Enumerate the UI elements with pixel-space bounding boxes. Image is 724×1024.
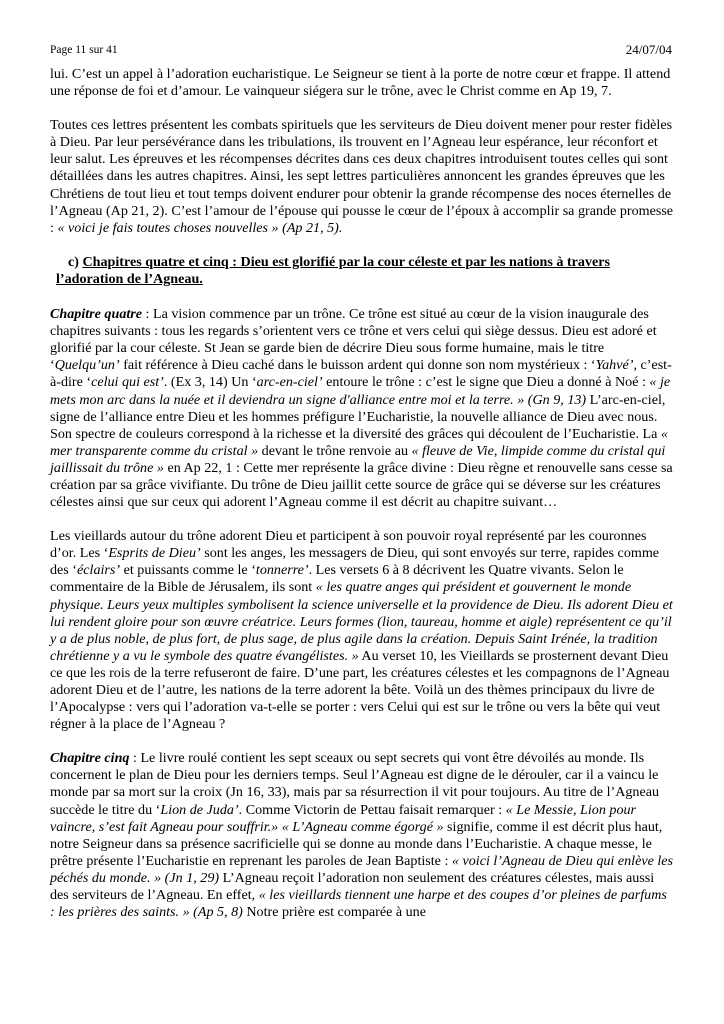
document-body [50,66,674,938]
italic-segment: éclairs’ [77,562,121,579]
text-segment: . (Ex 3, 14) Un ‘ [163,374,257,391]
section-title-line-2: l’adoration de l’Agneau. [56,270,203,287]
text-segment: , c’est-à-dire ‘ [50,357,672,391]
text-segment: et puissants comme le ‘ [120,562,256,579]
text-segment: : La vision commence par un trône. Ce trône est situé au cœur de la vision inaugurale des chapitres suivants : tous les regards s’orientent vers ce trône et vers celui qui siège dessus. Dieu est adoré et glorifié par la cour céleste. St Jean se garde bien de décrire Dieu sous forme humaine, mais le titre ‘ [50,306,657,374]
text-segment: . Comme Victorin de Pettau faisait remarquer : [238,801,506,818]
italic-segment: « mer transparente comme du cristal » [50,425,668,459]
section-number: c) [68,253,83,270]
paragraph-chapitre-quatre [50,306,674,511]
paragraph-1: lui. C’est un appel à l’adoration eucharistique. Le Seigneur se tient à la porte de notre cœur et frappe. Il attend une réponse de foi et d’amour. Le vainqueur siégera sur le trône, avec le Christ comme en Ap 19, 7. [50,66,671,100]
text-segment: : Le livre roulé contient les sept sceaux ou sept secrets qui vont être dévoilés au monde. Ils concernent le plan de Dieu pour les derniers temps. Seul l’Agneau est digne de le dérouler, car il a vaincu le monde par sa mort sur la croix (Jn 16, 33), mais par sa résurrection il vit pour toujours. Au titre de l’Agneau succède le titre du ‘ [50,750,660,818]
italic-segment: Esprits de Dieu’ [108,545,201,562]
text-segment: devant le trône renvoie au [258,442,412,459]
text-segment: sont les anges, les messagers de Dieu, qui sont envoyés sur terre, rapides comme des ‘ [50,545,660,579]
text-segment: L’Agneau reçoit l’adoration non seulement des créatures célestes, mais aussi des serviteurs de l’Agneau. En effet, [50,869,655,904]
text-segment: L’arc-en-ciel, signe de l’alliance entre Dieu et les hommes préfigure l’Eucharistie, la nouvelle alliance de Dieu avec nous. Son spectre de couleurs correspond à la richesse et la diversité des grâces qui découlent de l’Eucharistie. La [50,391,666,442]
italic-segment: Yahvé’ [595,357,634,374]
italic-segment: « Le Messie, Lion pour vaincre, s’est fait Agneau pour souffrir.» « L’Agneau comme égorgé » [50,801,637,835]
page-number: Page 11 sur 41 [50,44,118,56]
chapter-four-label: Chapitre quatre [50,306,143,323]
text-segment: en Ap 22, 1 : Cette mer représente la grâce divine : Dieu règne et renouvelle sans cesse sa création par sa grâce vivifiante. Du trône de Dieu jaillit cette source de grâce qui se déverse sur les créatures célestes ainsi que sur ceux qui adorent l’Agneau comme il est décrit au chapitre suivant… [50,459,673,511]
text-segment: entoure le trône : c’est le signe que Dieu a donné à Noé : [322,374,650,391]
italic-segment: « fleuve de Vie, limpide comme du cristal qui jaillissait du trône » [50,442,666,476]
italic-segment: « je mets mon arc dans la nuée et il deviendra un signe d'alliance entre moi et la terre. » (Gn 9, 13) [50,374,671,408]
section-title-line-1: Chapitres quatre et cinq : Dieu est glorifié par la cour céleste et par les nations à travers [82,253,611,270]
paragraph-2 [50,117,674,237]
paragraph-2-text: Toutes ces lettres présentent les combats spirituels que les serviteurs de Dieu doivent mener pour rester fidèles à Dieu. Par leur persévérance dans les tribulations, ils trouvent en l’Agneau leur espérance, leur réconfort et leur salut. Les épreuves et les récompenses décrites dans ces deux chapitres introduisent toutes celles qui sont détaillées dans les autres chapitres. Ainsi, les sept lettres particulières annoncent les grandes épreuves que les Chrétiens de tout lieu et tout temps doivent endurer pour obtenir la grande récompense des noces éternelles de l’Agneau (Ap 21, 2). C’est l’amour de l’épouse qui pousse le cœur de l’époux à accomplir sa grande promesse : [50,117,674,236]
paragraph-chapitre-cinq [50,750,674,921]
italic-segment: arc-en-ciel’ [256,374,323,391]
text-segment: Les vieillards autour du trône adorent Dieu et participent à son pouvoir royal représenté par les couronnes d’or. Les ‘ [50,528,647,562]
section-heading [56,254,674,288]
italic-segment: Lion de Juda’ [160,801,239,818]
chapter-five-label: Chapitre cinq [50,750,130,767]
text-segment: Au verset 10, les Vieillards se prosternent devant Dieu ce que les rois de la terre refuseront de faire. D’une part, les créatures célestes et les compagnons de l’Agneau adorent Dieu et de l’autre, les nations de la terre adorent la bête. Voilà un des thèmes principaux du livre de l’Apocalypse : vers qui l’adoration va-t-elle se porter : vers Celui qui est sur le trône ou vers la bête qui veut régner à la place de l’Agneau ? [50,647,670,733]
italic-segment: Quelqu’un’ [54,357,120,374]
paragraph-2-quote: « voici je fais toutes choses nouvelles » (Ap 21, 5). [57,219,343,236]
italic-segment: « voici l’Agneau de Dieu qui enlève les péchés du monde. » (Jn 1, 29) [50,852,674,886]
page-date: 24/07/04 [625,42,672,57]
text-segment: Notre prière est comparée à une [242,904,426,921]
text-segment: . Les versets 6 à 8 décrivent les Quatre vivants. Selon le commentaire de la Bible de Jérusalem, ils sont [50,562,624,596]
italic-segment: tonnerre’ [255,562,309,579]
italic-segment: « les quatre anges qui président et gouvernent le monde physique. Leurs yeux multiples symbolisent la science universelle et la providence de Dieu. Ils adorent Dieu et lui rendent gloire pour son œuvre créatrice. Leurs formes (lion, taureau, homme et aigle) représentent ce qu’il y a de plus noble, de plus fort, de plus sage, de plus agile dans la création. Depuis Saint Irénée, la tradition chrétienne y a vu le symbole des quatre évangélistes. » [50,579,673,664]
text-segment: signifie, comme il est décrit plus haut, notre Seigneur dans sa présence sacrificielle qui se donne au monde dans l’Eucharistie. A chaque messe, le prêtre présente l’Eucharistie en reprenant les paroles de Jean Baptiste : [50,818,663,869]
paragraph-vieillards [50,528,674,733]
italic-segment: celui qui est’ [91,374,164,391]
page-header [50,44,672,58]
italic-segment: « les vieillards tiennent une harpe et des coupes d’or pleines de parfums : les prières des saints. » (Ap 5, 8) [50,887,667,921]
text-segment: fait référence à Dieu caché dans le buisson ardent qui donne son nom mystérieux : ‘ [119,357,596,374]
